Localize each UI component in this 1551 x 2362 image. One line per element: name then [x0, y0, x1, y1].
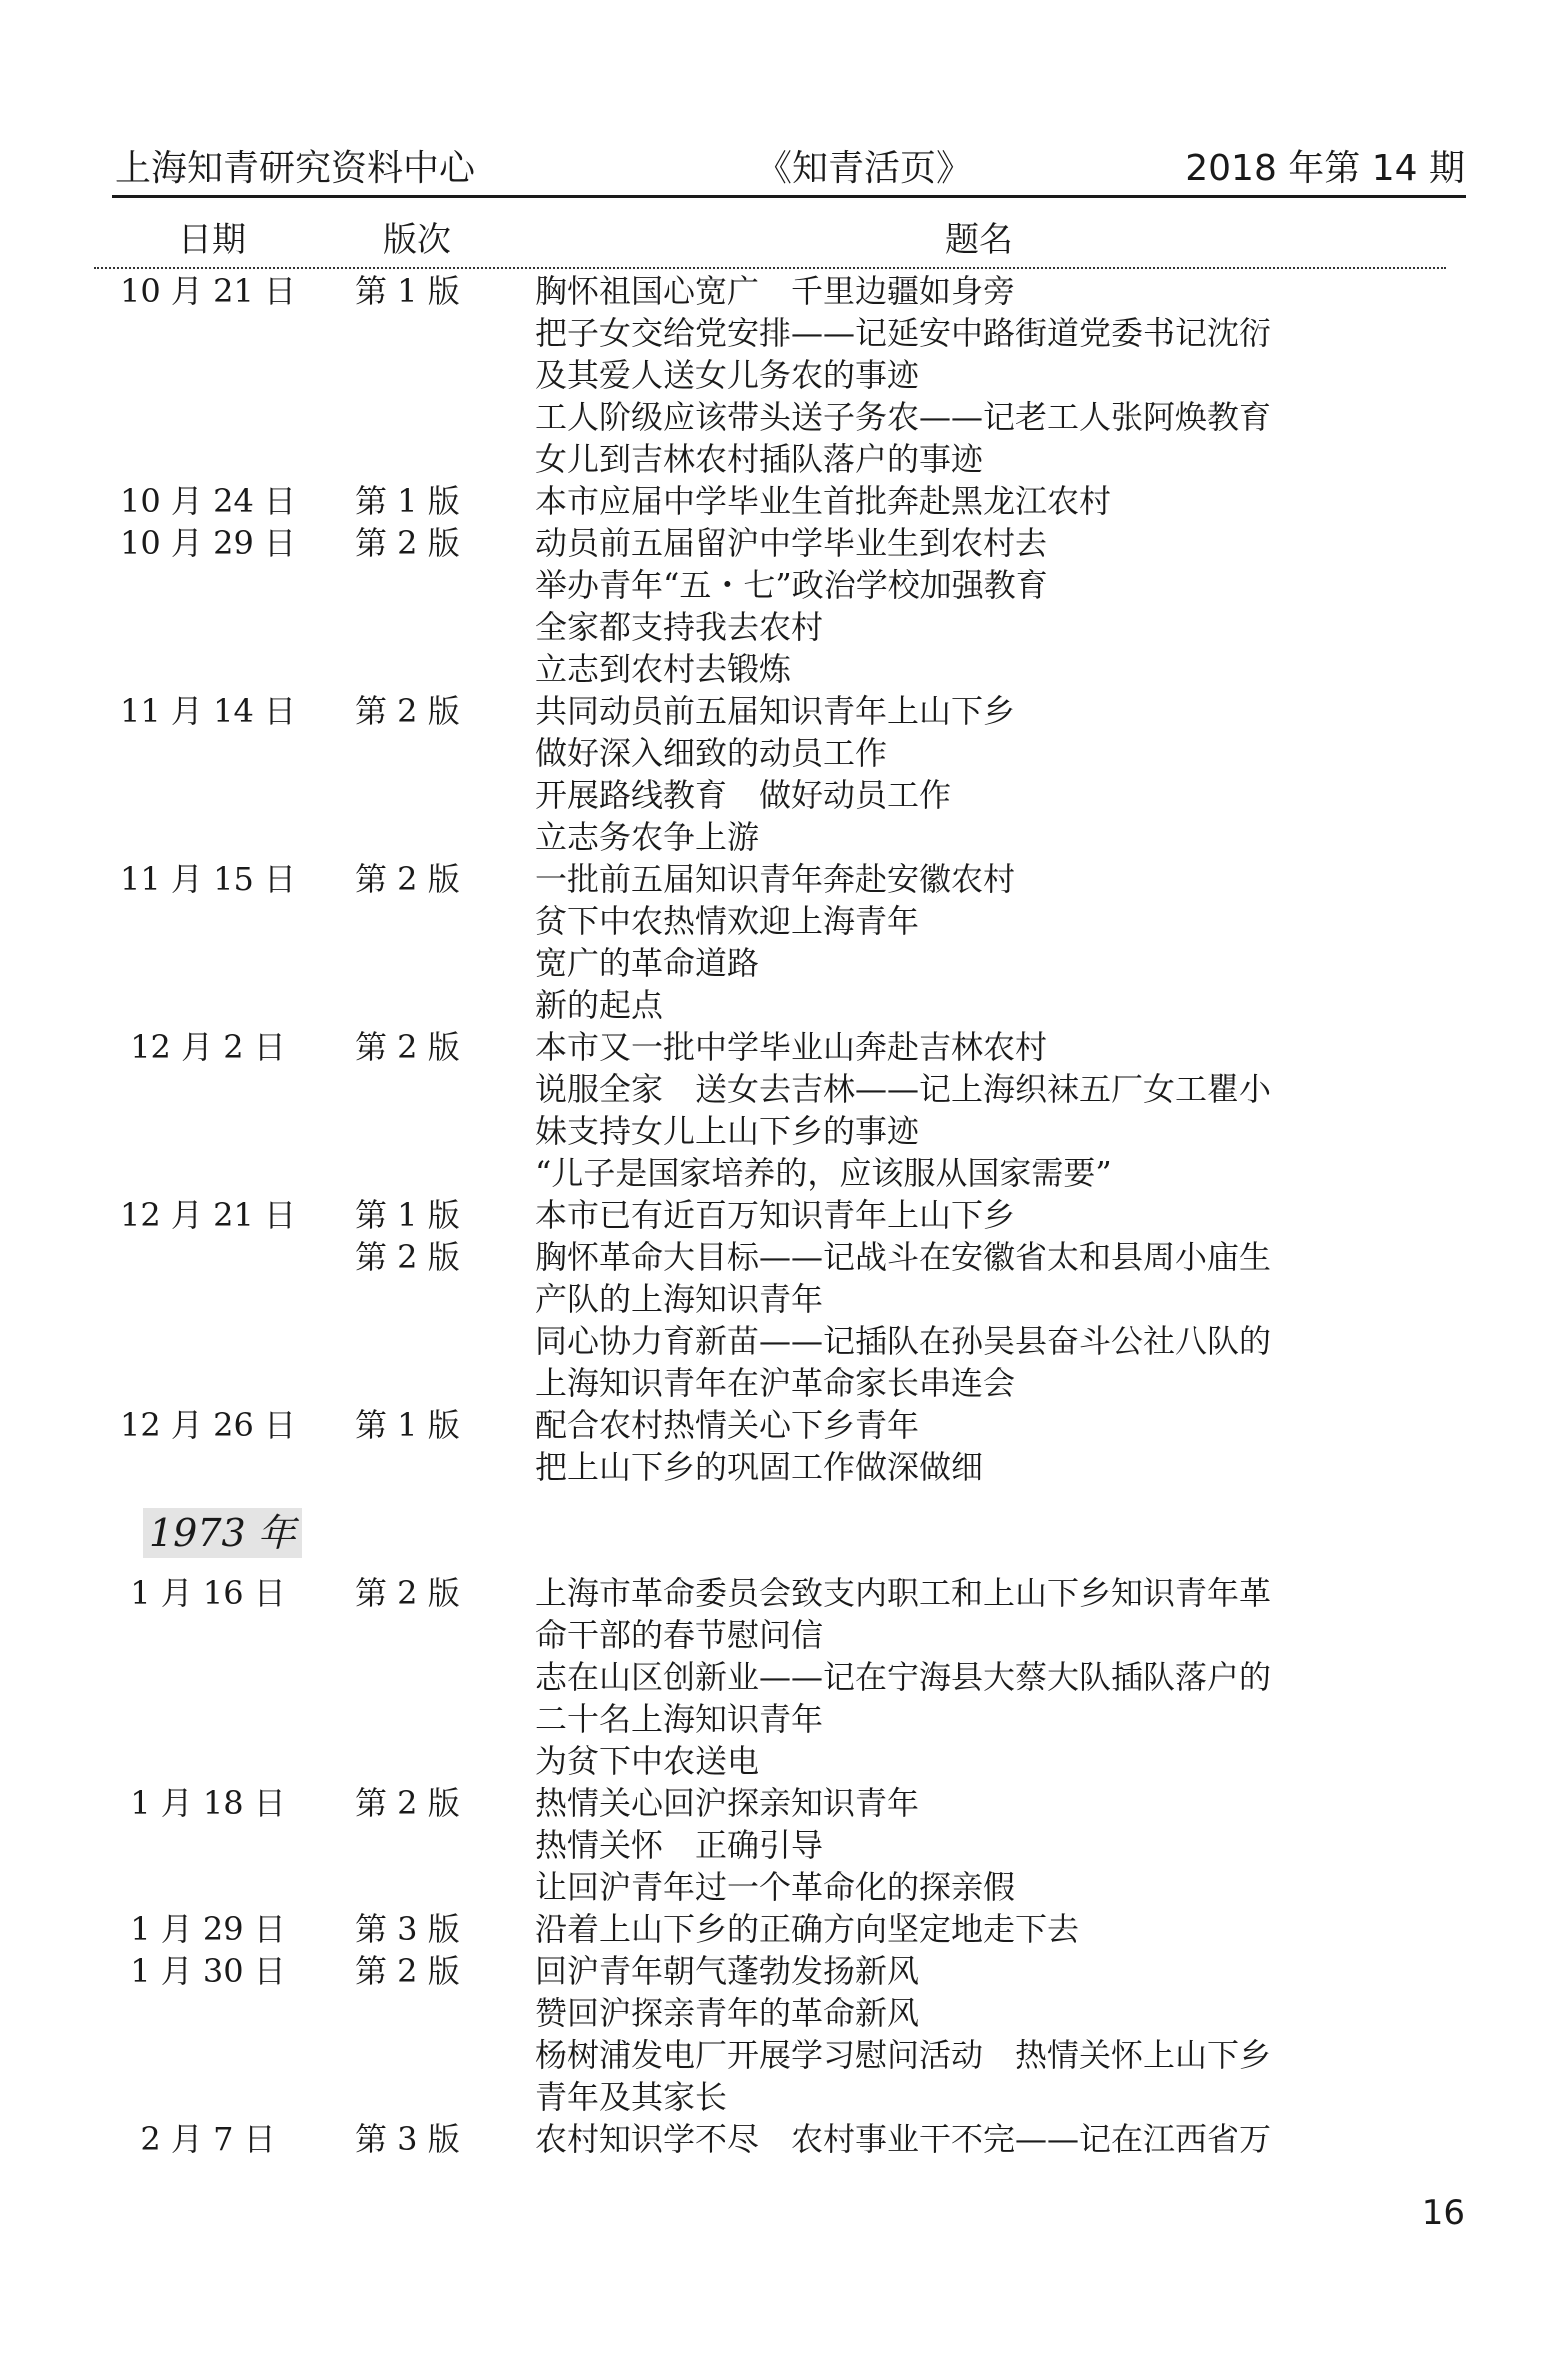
entry-title: 配合农村热情关心下乡青年	[535, 1406, 920, 1444]
entry-title: 贫下中农热情欢迎上海青年	[535, 902, 920, 940]
entry-edition: 第 2 版	[355, 1028, 460, 1066]
entry-date: 1 月 30 日	[130, 1952, 286, 1990]
entry-edition: 第 1 版	[355, 1196, 460, 1234]
table-row	[0, 1404, 1551, 1446]
entry-title: 工人阶级应该带头送子务农——记老工人张阿焕教育	[535, 398, 1272, 436]
entry-date: 12 月 2 日	[130, 1028, 286, 1066]
table-row	[0, 564, 1551, 606]
table-row	[0, 396, 1551, 438]
table-row	[0, 438, 1551, 480]
entry-title: 做好深入细致的动员工作	[535, 734, 888, 772]
entry-title: 共同动员前五届知识青年上山下乡	[535, 692, 1016, 730]
table-row	[0, 1320, 1551, 1362]
table-row	[0, 522, 1551, 564]
entry-title: 热情关怀 正确引导	[535, 1826, 824, 1864]
entry-date: 11 月 14 日	[120, 692, 296, 730]
table-row	[0, 1656, 1551, 1698]
table-row	[0, 1194, 1551, 1236]
entry-title: 上海知识青年在沪革命家长串连会	[535, 1364, 1016, 1402]
entry-title: 一批前五届知识青年奔赴安徽农村	[535, 860, 1016, 898]
dotted-divider	[94, 267, 1446, 269]
table-row	[0, 1950, 1551, 1992]
entry-date: 1 月 18 日	[130, 1784, 286, 1822]
entry-title: 新的起点	[535, 986, 664, 1024]
entry-title: 农村知识学不尽 农村事业干不完——记在江西省万	[535, 2120, 1272, 2158]
table-row	[0, 1992, 1551, 2034]
table-row	[0, 606, 1551, 648]
table-row	[0, 354, 1551, 396]
table-row	[0, 942, 1551, 984]
entry-date: 10 月 29 日	[120, 524, 296, 562]
column-header-title: 题名	[945, 220, 1013, 260]
entry-title: 开展路线教育 做好动员工作	[535, 776, 952, 814]
table-row	[0, 858, 1551, 900]
entry-edition: 第 1 版	[355, 272, 460, 310]
entry-edition: 第 2 版	[355, 1574, 460, 1612]
entry-date: 10 月 24 日	[120, 482, 296, 520]
entry-title: 沿着上山下乡的正确方向坚定地走下去	[535, 1910, 1080, 1948]
entry-title: 热情关心回沪探亲知识青年	[535, 1784, 920, 1822]
entry-date: 1 月 29 日	[130, 1910, 286, 1948]
table-row	[0, 1110, 1551, 1152]
table-row	[0, 1782, 1551, 1824]
entry-title: 产队的上海知识青年	[535, 1280, 824, 1318]
table-row	[0, 1278, 1551, 1320]
entry-edition: 第 2 版	[355, 1784, 460, 1822]
entry-edition: 第 1 版	[355, 1406, 460, 1444]
header-issue: 2018 年第 14 期	[1185, 148, 1465, 189]
entry-title: 全家都支持我去农村	[535, 608, 824, 646]
table-row	[0, 774, 1551, 816]
table-row	[0, 648, 1551, 690]
entry-edition: 第 2 版	[355, 860, 460, 898]
entry-title: 杨树浦发电厂开展学习慰问活动 热情关怀上山下乡	[535, 2036, 1272, 2074]
entry-title: 宽广的革命道路	[535, 944, 760, 982]
table-row	[0, 1614, 1551, 1656]
page-header	[115, 126, 1465, 189]
entry-title: 及其爱人送女儿务农的事迹	[535, 356, 920, 394]
table-row	[0, 1866, 1551, 1908]
table-row	[0, 1362, 1551, 1404]
table-row	[0, 2034, 1551, 2076]
entry-title: 妹支持女儿上山下乡的事迹	[535, 1112, 920, 1150]
entry-date: 1 月 16 日	[130, 1574, 286, 1612]
entry-title: 本市又一批中学毕业山奔赴吉林农村	[535, 1028, 1048, 1066]
entry-title: 胸怀祖国心宽广 千里边疆如身旁	[535, 272, 1016, 310]
entry-title: 二十名上海知识青年	[535, 1700, 824, 1738]
entry-title: 同心协力育新苗——记插队在孙吴县奋斗公社八队的	[535, 1322, 1272, 1360]
header-publication: 《知青活页》	[756, 148, 973, 189]
entry-title: 赞回沪探亲青年的革命新风	[535, 1994, 920, 2032]
table-row	[0, 1572, 1551, 1614]
table-row	[0, 1698, 1551, 1740]
page-number: 16	[1421, 2193, 1465, 2233]
entry-title: 立志到农村去锻炼	[535, 650, 792, 688]
entry-title: 命干部的春节慰问信	[535, 1616, 824, 1654]
header-rule	[112, 195, 1466, 198]
entry-edition: 第 2 版	[355, 524, 460, 562]
column-header-edition: 版次	[383, 220, 451, 260]
table-row	[0, 270, 1551, 312]
entry-title: 女儿到吉林农村插队落户的事迹	[535, 440, 984, 478]
entry-title: 说服全家 送女去吉林——记上海织袜五厂女工瞿小	[535, 1070, 1272, 1108]
entry-title: 胸怀革命大目标——记战斗在安徽省太和县周小庙生	[535, 1238, 1272, 1276]
header-center-name: 上海知青研究资料中心	[115, 148, 476, 189]
column-header-date: 日期	[178, 220, 246, 260]
entry-title: 把上山下乡的巩固工作做深做细	[535, 1448, 984, 1486]
table-row	[0, 1152, 1551, 1194]
entry-edition: 第 2 版	[355, 1238, 460, 1276]
entry-title: 青年及其家长	[535, 2078, 728, 2116]
entry-edition: 第 3 版	[355, 1910, 460, 1948]
table-row	[0, 1026, 1551, 1068]
entry-title: 志在山区创新业——记在宁海县大蔡大队插队落户的	[535, 1658, 1272, 1696]
table-row	[0, 480, 1551, 522]
entry-title: 把子女交给党安排——记延安中路街道党委书记沈衍	[535, 314, 1272, 352]
entry-title: 上海市革命委员会致支内职工和上山下乡知识青年革	[535, 1574, 1272, 1612]
entry-title: 本市已有近百万知识青年上山下乡	[535, 1196, 1016, 1234]
entry-title: 为贫下中农送电	[535, 1742, 760, 1780]
table-row	[0, 2076, 1551, 2118]
year-heading-row	[0, 1488, 1551, 1572]
table-row	[0, 690, 1551, 732]
table-row	[0, 732, 1551, 774]
entry-edition: 第 2 版	[355, 1952, 460, 1990]
table-row	[0, 816, 1551, 858]
table-row	[0, 1824, 1551, 1866]
entry-title: 本市应届中学毕业生首批奔赴黑龙江农村	[535, 482, 1112, 520]
entry-edition: 第 1 版	[355, 482, 460, 520]
entry-title: 立志务农争上游	[535, 818, 760, 856]
table-row	[0, 984, 1551, 1026]
table-row	[0, 1740, 1551, 1782]
table-row	[0, 900, 1551, 942]
entry-date: 12 月 26 日	[120, 1406, 296, 1444]
entry-date: 11 月 15 日	[120, 860, 296, 898]
entry-date: 10 月 21 日	[120, 272, 296, 310]
table-row	[0, 1446, 1551, 1488]
entry-title: 动员前五届留沪中学毕业生到农村去	[535, 524, 1048, 562]
entry-title: 让回沪青年过一个革命化的探亲假	[535, 1868, 1016, 1906]
table-row	[0, 1068, 1551, 1110]
entry-date: 2 月 7 日	[140, 2120, 276, 2158]
entry-edition: 第 3 版	[355, 2120, 460, 2158]
year-heading: 1973 年	[143, 1508, 302, 1558]
entry-edition: 第 2 版	[355, 692, 460, 730]
table-row	[0, 1908, 1551, 1950]
entry-title: “儿子是国家培养的，应该服从国家需要”	[535, 1154, 1112, 1192]
table-row	[0, 1236, 1551, 1278]
index-table	[0, 270, 1551, 2160]
entry-title: 举办青年“五・七”政治学校加强教育	[535, 566, 1048, 604]
table-row	[0, 312, 1551, 354]
entry-title: 回沪青年朝气蓬勃发扬新风	[535, 1952, 920, 1990]
entry-date: 12 月 21 日	[120, 1196, 296, 1234]
table-row	[0, 2118, 1551, 2160]
